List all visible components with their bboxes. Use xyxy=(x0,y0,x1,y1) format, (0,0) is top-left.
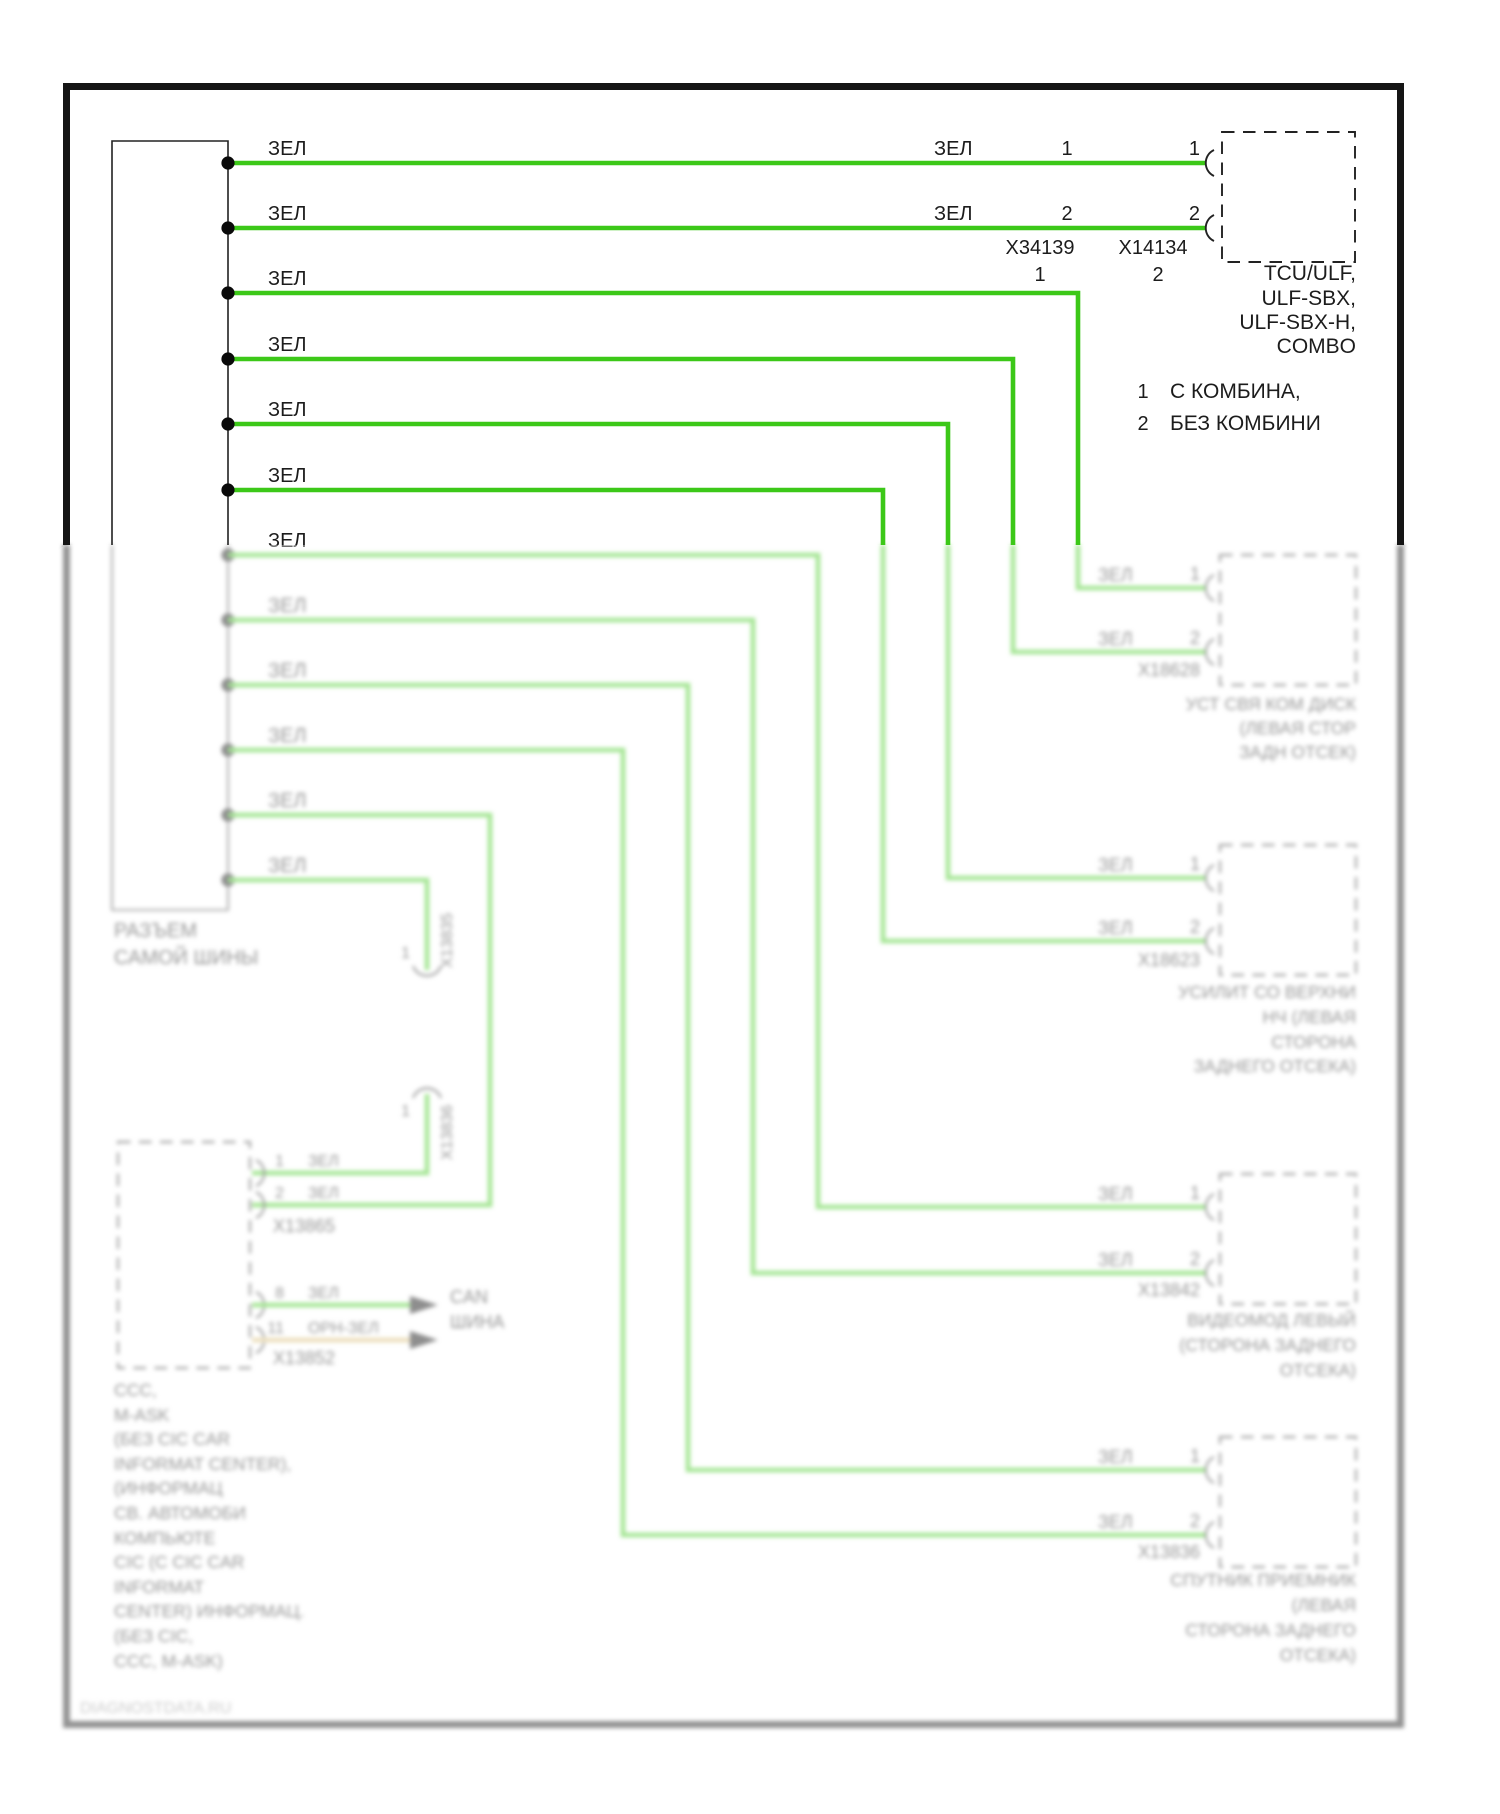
preview-blur-overlay xyxy=(55,545,1413,1745)
caption-line: M-ASK xyxy=(114,1405,170,1425)
tcu-name-line: TCU/ULF, xyxy=(1263,262,1356,285)
wire-color-label: ЗЕЛ xyxy=(934,138,973,160)
component-caption: (ЛЕВАЯ СТОР xyxy=(1239,718,1356,738)
component-caption: УСИЛИТ СО ВЕРХНИ xyxy=(1178,982,1356,1002)
tcu-component-box xyxy=(1222,132,1355,262)
wire-color-label: ЗЕЛ xyxy=(1098,918,1133,938)
wire-color-label: ЗЕЛ xyxy=(1098,629,1133,649)
component-caption: ЗАДН ОТСЕК) xyxy=(1239,742,1356,762)
bus-connector-label: САМОЙ ШИНЫ xyxy=(114,947,259,969)
caption-line: CIC (С CIC CAR xyxy=(114,1552,245,1572)
wire-color-label: ЗЕЛ xyxy=(268,465,307,487)
component-caption: НЧ (ЛЕВАЯ xyxy=(1262,1007,1356,1027)
wire-color-label: ЗЕЛ xyxy=(1098,1184,1133,1204)
pin-number: 2 xyxy=(1189,1511,1200,1531)
inline-connector-top-id: X13835 xyxy=(439,912,456,968)
connector-id: X13836 xyxy=(1137,1542,1200,1562)
bus-wire-4 xyxy=(228,359,1013,545)
tcu-pin2-connector-arc xyxy=(1206,215,1214,241)
wire-color-label: ЗЕЛ xyxy=(1098,1512,1133,1532)
component-caption: (ЛЕВАЯ xyxy=(1291,1595,1356,1615)
connector-id: X13852 xyxy=(273,1348,336,1368)
tcu-pin2-number: 2 xyxy=(1188,203,1200,225)
tcu-pin1-connector-arc xyxy=(1206,150,1214,176)
legend-text-1: С КОМБИНА, xyxy=(1170,380,1301,403)
wire-color-label: ЗЕЛ xyxy=(268,334,307,356)
wire-color-label: ЗЕЛ xyxy=(1098,855,1133,875)
caption-line: INFORMAT xyxy=(114,1577,205,1597)
component-caption: ОТСЕКА) xyxy=(1279,1645,1356,1665)
component-caption: СПУТНИК ПРИЕМНИК xyxy=(1170,1570,1356,1590)
inline-connector-top-pin: 1 xyxy=(401,945,410,962)
wire-color-label: ЗЕЛ xyxy=(308,1285,339,1302)
bus-wire-6 xyxy=(228,490,883,545)
component-caption: СТОРОНА xyxy=(1271,1032,1356,1052)
pin-number: 2 xyxy=(1189,628,1200,648)
caption-line: КОМПЬЮТЕ xyxy=(114,1528,216,1548)
caption-line: СВ. АВТОМОБИ xyxy=(114,1503,246,1523)
watermark-text: DIAGNOSTDATA.RU xyxy=(80,1700,232,1717)
wire1-variant-ref: 1 xyxy=(1061,138,1073,160)
tcu-name-line: ULF-SBX-H, xyxy=(1239,311,1356,334)
caption-line: ССС, M-ASK) xyxy=(114,1651,223,1671)
caption-line: CENTER) ИНФОРМАЦ. xyxy=(114,1601,305,1621)
wire-color-label: ЗЕЛ xyxy=(1098,565,1133,585)
wire-color-label: ЗЕЛ xyxy=(308,1185,339,1202)
bus-wire-3 xyxy=(228,293,1078,545)
variant-legend xyxy=(1137,380,1320,435)
caption-line: INFORMAT CENTER), xyxy=(114,1454,292,1474)
pin-number: 1 xyxy=(1189,1446,1200,1466)
wire-color-label: ЗЕЛ xyxy=(1098,1447,1133,1467)
component-caption: ОТСЕКА) xyxy=(1279,1360,1356,1380)
tcu-name-line: COMBO xyxy=(1276,335,1356,358)
pin-number: 1 xyxy=(1189,854,1200,874)
caption-line: (БЕЗ CIC, xyxy=(114,1626,194,1646)
component-caption: СТОРОНА ЗАДНЕГО xyxy=(1185,1620,1356,1640)
wire-color-label: ЗЕЛ xyxy=(308,1153,339,1170)
wire-color-label: ЗЕЛ xyxy=(268,203,307,225)
can-bus-label: CAN xyxy=(450,1287,489,1307)
wire-color-label: ЗЕЛ xyxy=(268,399,307,421)
can-bus-label: ШИНА xyxy=(450,1312,505,1332)
legend-text-2: БЕЗ КОМБИНИ xyxy=(1170,412,1321,435)
connector-x14134-ref: 2 xyxy=(1152,264,1164,286)
component-caption: УСТ СВЯ КОМ ДИСК xyxy=(1185,694,1356,714)
pin-number: 8 xyxy=(275,1285,284,1302)
wire-color-label: ЗЕЛ xyxy=(268,138,307,160)
connector-id: X13842 xyxy=(1137,1280,1200,1300)
pin-number: 2 xyxy=(1189,917,1200,937)
wire-color-label: ЗЕЛ xyxy=(268,725,307,747)
wire-color-label: ОРН-ЗЕЛ xyxy=(308,1320,379,1337)
component-caption: ЗАДНЕГО ОТСЕКА) xyxy=(1193,1056,1356,1076)
connector-x34139-ref: 1 xyxy=(1034,264,1046,286)
connector-id-x14134: X14134 xyxy=(1118,237,1188,259)
pin-number: 2 xyxy=(1189,1249,1200,1269)
pin-number: 1 xyxy=(1189,1183,1200,1203)
wire-color-label: ЗЕЛ xyxy=(268,595,307,617)
pin-number: 11 xyxy=(267,1320,284,1337)
wire-color-label: ЗЕЛ xyxy=(1098,1250,1133,1270)
wire-color-label: ЗЕЛ xyxy=(268,268,307,290)
wire-color-label: ЗЕЛ xyxy=(268,660,307,682)
legend-ref-2: 2 xyxy=(1137,413,1149,435)
connector-id: X18623 xyxy=(1137,950,1200,970)
wire-color-label: ЗЕЛ xyxy=(934,203,973,225)
connector-id-x34139: X34139 xyxy=(1005,237,1075,259)
wire2-variant-ref: 2 xyxy=(1061,203,1073,225)
bus-rectangle-top xyxy=(112,141,228,545)
bus-connector-label: РАЗЪЕМ xyxy=(114,920,198,942)
wire-color-label: ЗЕЛ xyxy=(268,530,307,552)
component-caption: (СТОРОНА ЗАДНЕГО xyxy=(1179,1335,1356,1355)
pin-number: 1 xyxy=(1189,564,1200,584)
inline-connector-bottom-id: X13836 xyxy=(439,1104,456,1160)
bus-wire-5 xyxy=(228,424,948,545)
caption-line: ССС, xyxy=(114,1380,157,1400)
tcu-pin1-number: 1 xyxy=(1188,138,1200,160)
caption-line: (БЕЗ CIC CAR xyxy=(114,1429,230,1449)
component-caption: ВИДЕОМОД ЛЕВЫЙ xyxy=(1187,1310,1356,1330)
caption-line: (ИНФОРМАЦ xyxy=(114,1478,223,1498)
wire-color-label: ЗЕЛ xyxy=(268,790,307,812)
tcu-name-line: ULF-SBX, xyxy=(1261,287,1356,310)
crisp-section xyxy=(63,83,1404,552)
pin-number: 1 xyxy=(275,1153,284,1170)
connector-id: X18628 xyxy=(1137,660,1200,680)
legend-ref-1: 1 xyxy=(1137,381,1149,403)
inline-connector-bottom-pin: 1 xyxy=(401,1103,410,1120)
wire-color-label: ЗЕЛ xyxy=(268,855,307,877)
connector-id: X13865 xyxy=(273,1216,336,1236)
pin-number: 2 xyxy=(275,1185,284,1202)
